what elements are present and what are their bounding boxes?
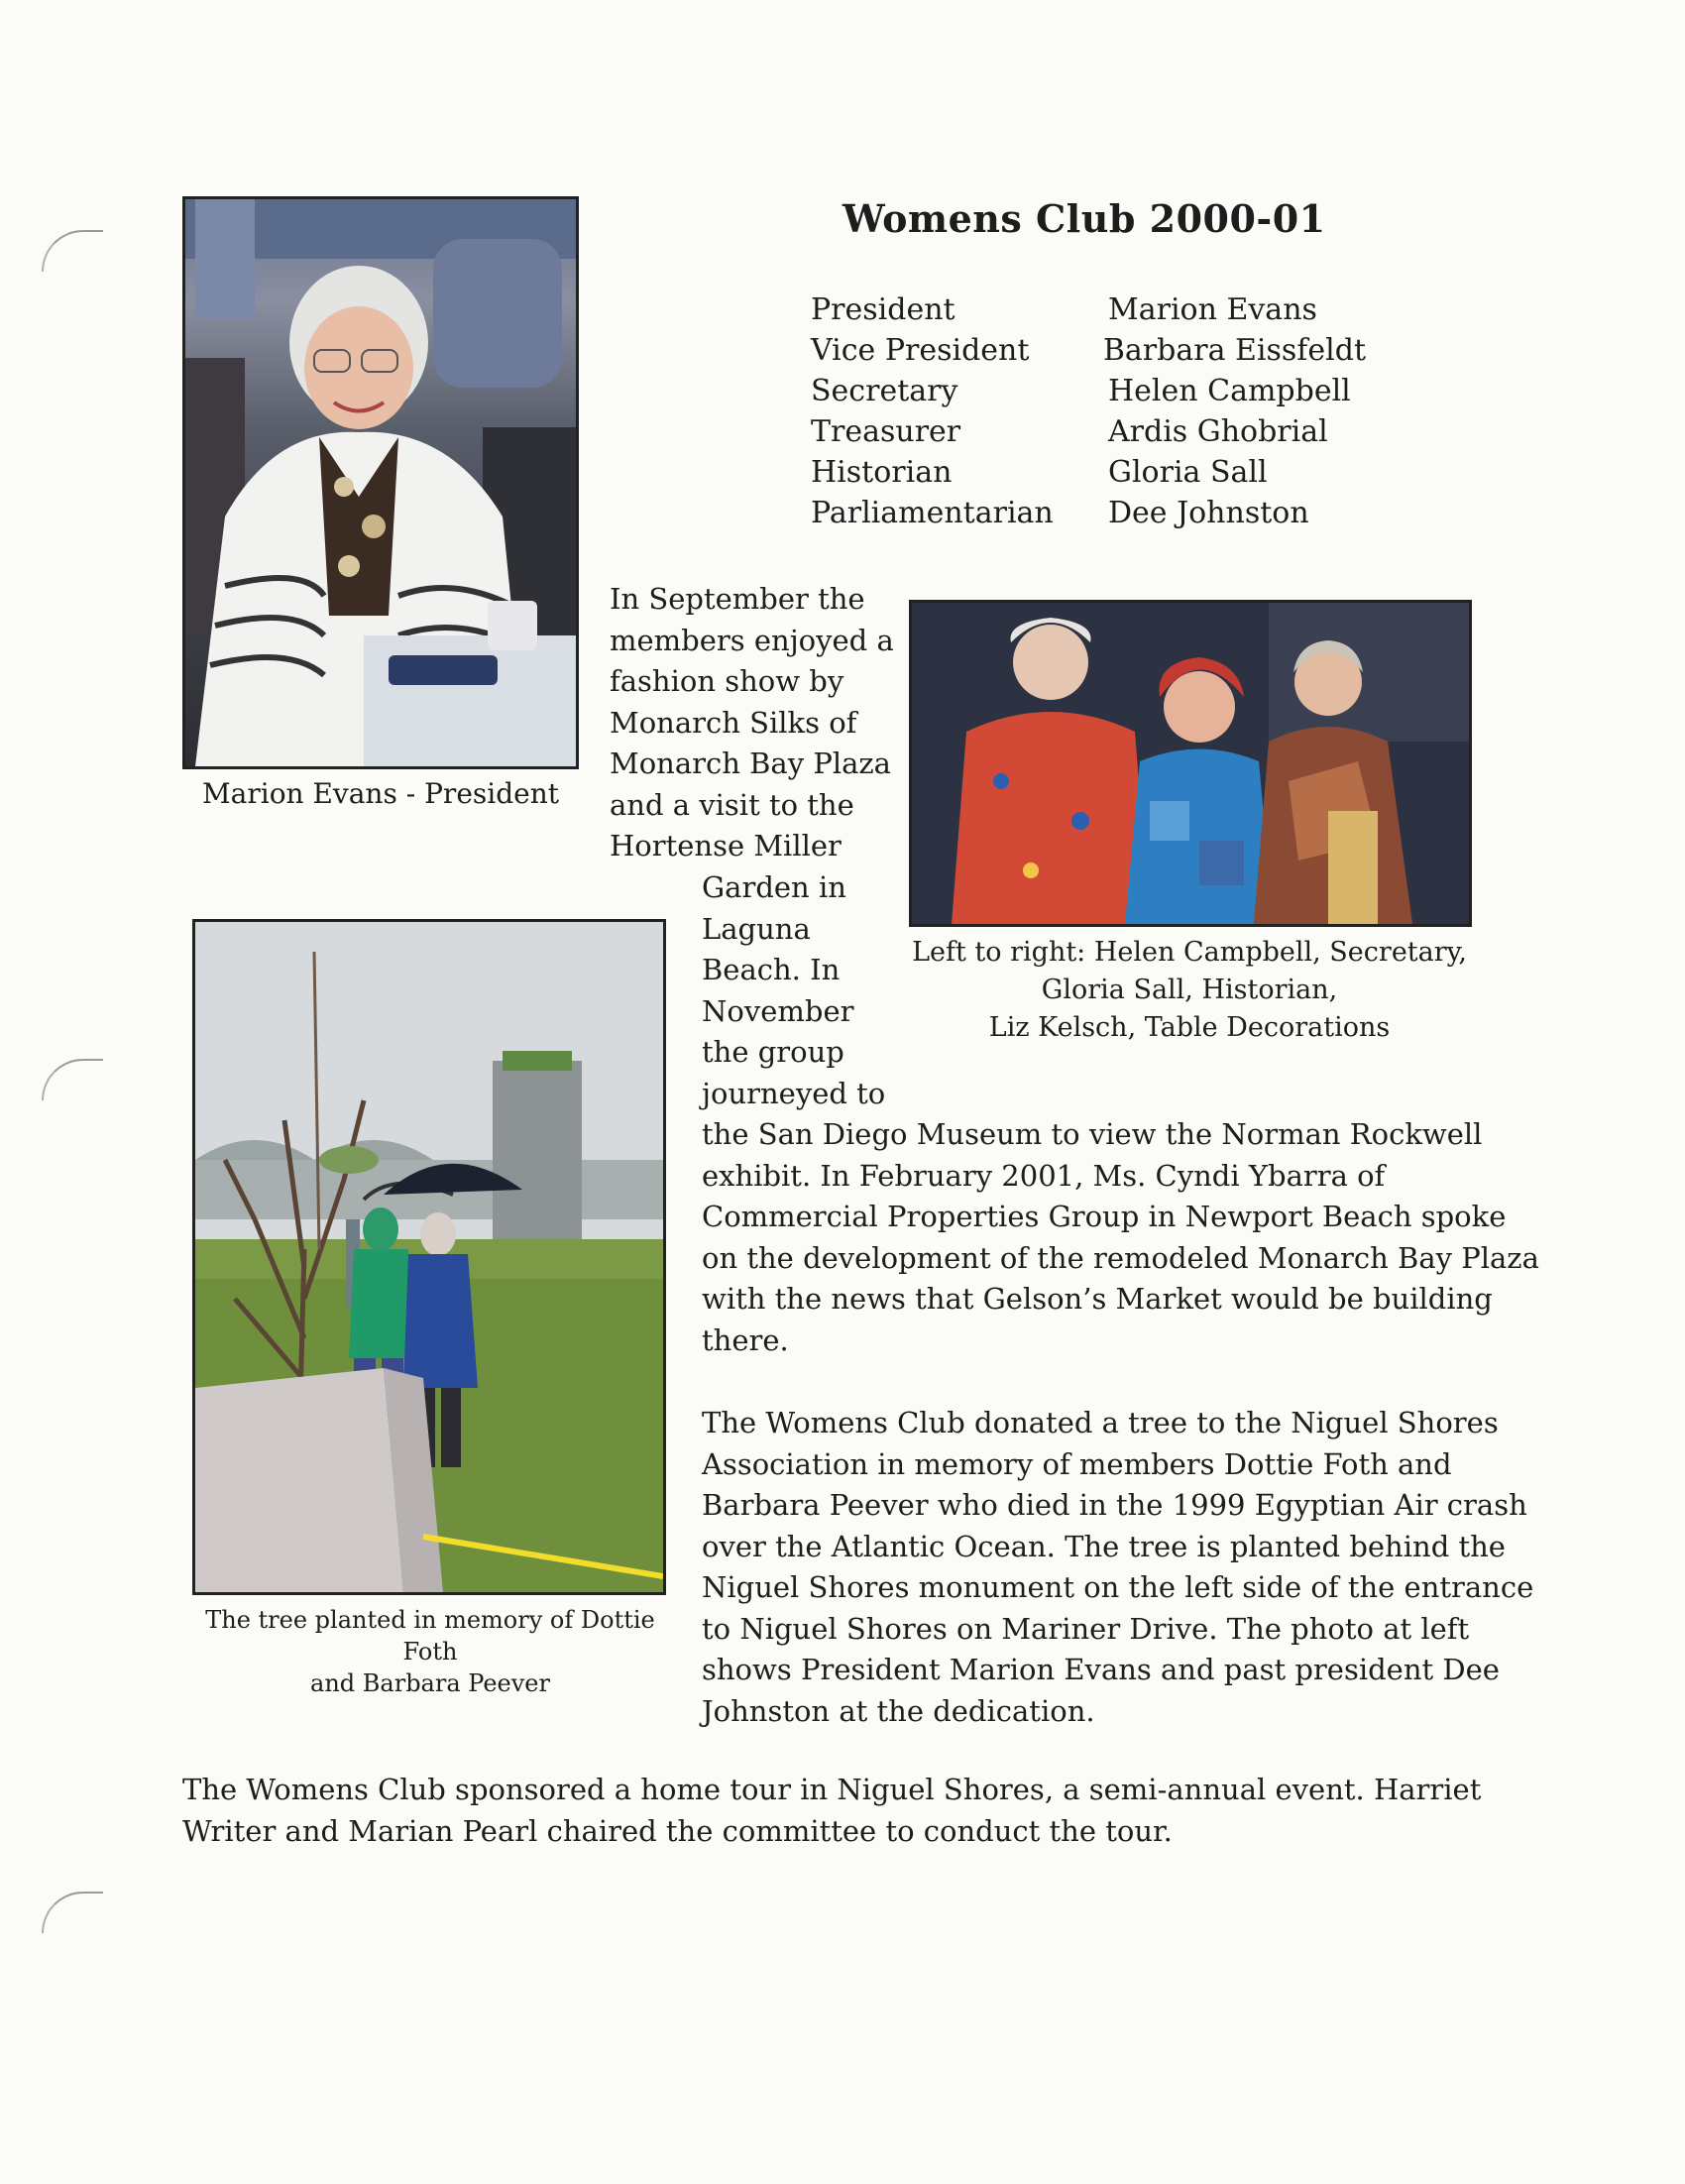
text-line: In September the bbox=[610, 582, 865, 616]
text-line: shows President Marion Evans and past president Dee bbox=[702, 1653, 1500, 1686]
text-line: Hortense Miller bbox=[610, 829, 842, 862]
officer-role: Historian bbox=[811, 455, 953, 490]
president-photo bbox=[182, 196, 579, 769]
officer-row bbox=[811, 371, 1366, 411]
text-line: The Womens Club sponsored a home tour in Niguel Shores, a semi-annual event. Harriet bbox=[182, 1773, 1482, 1806]
text-line: Johnston at the dedication. bbox=[702, 1693, 1095, 1728]
officer-list bbox=[811, 289, 1366, 533]
caption-line: The tree planted in memory of Dottie Foth bbox=[205, 1606, 655, 1666]
text-line: to Niguel Shores on Mariner Drive. The photo at left bbox=[702, 1611, 1470, 1646]
text-line: exhibit. In February 2001, Ms. Cyndi Ybarra of bbox=[702, 1158, 1386, 1193]
tree-photo bbox=[192, 919, 666, 1595]
officer-row bbox=[811, 289, 1366, 330]
caption-line: Left to right: Helen Campbell, Secretary, bbox=[912, 937, 1467, 968]
text-line: Niguel Shores monument on the left side of the entrance bbox=[702, 1570, 1534, 1604]
officer-role: Parliamentarian bbox=[811, 496, 1054, 530]
text-line: Writer and Marian Pearl chaired the committee to conduct the tour. bbox=[182, 1813, 1173, 1848]
officer-role: Vice President bbox=[811, 333, 1030, 368]
text-line: Garden in bbox=[702, 870, 846, 904]
binder-hole-middle bbox=[42, 1059, 103, 1100]
officer-name: Helen Campbell bbox=[1108, 374, 1351, 408]
text-line: November bbox=[702, 993, 854, 1028]
text-line: Barbara Peever who died in the 1999 Egyptian Air crash bbox=[702, 1488, 1527, 1522]
text-line: on the development of the remodeled Monarch Bay Plaza bbox=[702, 1240, 1539, 1275]
group-photo-art bbox=[912, 603, 1469, 924]
paragraph-events-part-a bbox=[610, 579, 894, 867]
paragraph-events-part-b bbox=[702, 867, 885, 1114]
officer-row bbox=[811, 411, 1366, 452]
caption-line: Gloria Sall, Historian, bbox=[1041, 975, 1338, 1005]
text-line: and a visit to the bbox=[610, 787, 854, 822]
text-line: over the Atlantic Ocean. The tree is planted behind the bbox=[702, 1529, 1506, 1563]
officer-row bbox=[811, 493, 1366, 533]
caption-line: and Barbara Peever bbox=[310, 1669, 550, 1697]
paragraph-events-part-c bbox=[702, 1114, 1539, 1361]
text-line: Laguna bbox=[702, 911, 811, 946]
officer-name: Marion Evans bbox=[1108, 292, 1317, 327]
officer-role: Treasurer bbox=[811, 414, 961, 449]
paragraph-home-tour bbox=[182, 1770, 1491, 1852]
text-line: The Womens Club donated a tree to the Niguel Shores bbox=[702, 1406, 1499, 1439]
group-photo bbox=[909, 600, 1472, 927]
text-line: Beach. In bbox=[702, 953, 841, 986]
officer-row bbox=[811, 330, 1366, 371]
binder-hole-top bbox=[42, 230, 103, 272]
binder-hole-bottom bbox=[42, 1892, 103, 1933]
officer-name: Gloria Sall bbox=[1108, 455, 1268, 490]
text-line: there. bbox=[702, 1322, 789, 1357]
text-line: Monarch Silks of bbox=[610, 705, 857, 740]
text-line: with the news that Gelson’s Market would be building bbox=[702, 1282, 1493, 1316]
text-line: the San Diego Museum to view the Norman Rockwell bbox=[702, 1117, 1483, 1151]
officer-row bbox=[811, 452, 1366, 493]
paragraph-tree-donation bbox=[702, 1403, 1533, 1732]
text-line: Monarch Bay Plaza bbox=[610, 747, 891, 780]
text-line: Commercial Properties Group in Newport Beach spoke bbox=[702, 1200, 1507, 1233]
tree-photo-art bbox=[195, 922, 663, 1592]
group-photo-caption bbox=[892, 934, 1487, 1047]
text-line: Association in memory of members Dottie Foth and bbox=[702, 1446, 1452, 1481]
officer-role: Secretary bbox=[811, 374, 958, 408]
officer-name: Dee Johnston bbox=[1108, 496, 1309, 530]
text-line: fashion show by bbox=[610, 664, 844, 698]
caption-line: Liz Kelsch, Table Decorations bbox=[988, 1012, 1391, 1043]
president-photo-caption: Marion Evans - President bbox=[201, 777, 559, 810]
page-title: Womens Club 2000-01 bbox=[842, 196, 1326, 241]
text-line: journeyed to bbox=[702, 1076, 886, 1110]
officer-name: Ardis Ghobrial bbox=[1108, 414, 1328, 449]
president-photo-art bbox=[185, 199, 576, 766]
officer-role: President bbox=[811, 292, 955, 327]
officer-name: Barbara Eissfeldt bbox=[1102, 333, 1366, 368]
text-line: members enjoyed a bbox=[610, 623, 894, 657]
text-line: the group bbox=[702, 1035, 844, 1069]
tree-photo-caption bbox=[182, 1604, 678, 1699]
